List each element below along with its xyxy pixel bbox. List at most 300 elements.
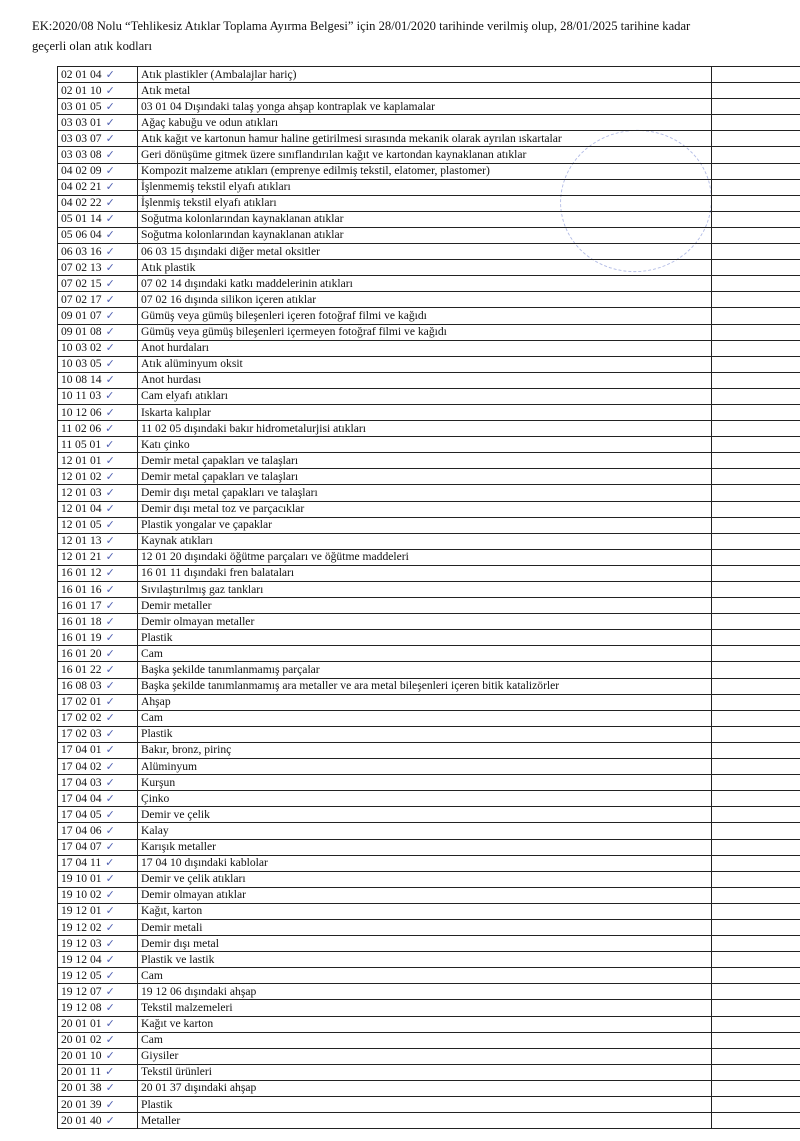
waste-description-cell: Bakır, bronz, pirinç — [138, 742, 712, 758]
waste-code-cell — [58, 646, 138, 662]
check-mark-icon: ✓ — [105, 664, 115, 677]
waste-description-cell: Demir ve çelik — [138, 807, 712, 823]
check-mark-icon: ✓ — [105, 857, 115, 870]
waste-description-cell: 12 01 20 dışındaki öğütme parçaları ve öğütme maddeleri — [138, 549, 712, 565]
waste-code-cell — [58, 871, 138, 887]
waste-code: 12 01 02 — [61, 469, 102, 483]
check-mark-icon: ✓ — [105, 245, 115, 258]
waste-code: 19 12 02 — [61, 920, 102, 934]
waste-code-cell — [58, 340, 138, 356]
table-row — [58, 163, 800, 179]
waste-code: 19 12 01 — [61, 904, 102, 918]
waste-code: 04 02 22 — [61, 196, 102, 210]
check-mark-icon: ✓ — [105, 680, 115, 693]
waste-code-cell — [58, 984, 138, 1000]
empty-cell — [712, 678, 800, 694]
check-mark-icon: ✓ — [105, 696, 115, 709]
check-mark-icon: ✓ — [105, 422, 115, 435]
check-mark-icon: ✓ — [105, 486, 115, 499]
waste-code-cell — [58, 775, 138, 791]
waste-description-cell: Tekstil malzemeleri — [138, 1000, 712, 1016]
waste-code: 10 03 02 — [61, 341, 102, 355]
empty-cell — [712, 662, 800, 678]
waste-description-cell: Soğutma kolonlarından kaynaklanan atıklar — [138, 211, 712, 227]
waste-code-cell — [58, 131, 138, 147]
waste-code-cell — [58, 356, 138, 372]
waste-code: 17 04 07 — [61, 840, 102, 854]
empty-cell — [712, 260, 800, 276]
waste-code: 05 01 14 — [61, 212, 102, 226]
waste-description-cell: Anot hurdası — [138, 372, 712, 388]
empty-cell — [712, 179, 800, 195]
empty-cell — [712, 919, 800, 935]
check-mark-icon: ✓ — [105, 68, 115, 81]
waste-description-cell: Tekstil ürünleri — [138, 1064, 712, 1080]
waste-code: 17 02 02 — [61, 711, 102, 725]
waste-code-cell — [58, 179, 138, 195]
empty-cell — [712, 437, 800, 453]
waste-code-cell — [58, 372, 138, 388]
waste-code: 17 04 04 — [61, 791, 102, 805]
waste-description-cell: 07 02 14 dışındaki katkı maddelerinin atıkları — [138, 276, 712, 292]
check-mark-icon: ✓ — [105, 873, 115, 886]
waste-code: 20 01 11 — [61, 1065, 102, 1079]
check-mark-icon: ✓ — [105, 149, 115, 162]
table-row — [58, 1080, 800, 1096]
waste-code: 16 01 22 — [61, 663, 102, 677]
waste-code-cell — [58, 83, 138, 99]
waste-code: 19 12 03 — [61, 936, 102, 950]
table-row — [58, 67, 800, 83]
waste-code-cell — [58, 533, 138, 549]
waste-description-cell: Demir dışı metal toz ve parçacıklar — [138, 501, 712, 517]
waste-code-cell — [58, 839, 138, 855]
empty-cell — [712, 807, 800, 823]
waste-description-cell: Demir ve çelik atıkları — [138, 871, 712, 887]
waste-code: 10 08 14 — [61, 373, 102, 387]
waste-code-cell — [58, 99, 138, 115]
waste-code-cell — [58, 726, 138, 742]
table-row — [58, 211, 800, 227]
check-mark-icon: ✓ — [105, 583, 115, 596]
empty-cell — [712, 968, 800, 984]
check-mark-icon: ✓ — [105, 213, 115, 226]
empty-cell — [712, 372, 800, 388]
table-row — [58, 260, 800, 276]
table-row — [58, 694, 800, 710]
waste-description-cell: Plastik yongalar ve çapaklar — [138, 517, 712, 533]
check-mark-icon: ✓ — [105, 470, 115, 483]
waste-description-cell: Gümüş veya gümüş bileşenleri içeren fotoğraf filmi ve kağıdı — [138, 308, 712, 324]
table-row — [58, 807, 800, 823]
table-row — [58, 115, 800, 131]
waste-code-cell — [58, 582, 138, 598]
waste-code: 02 01 04 — [61, 67, 102, 81]
waste-code-cell — [58, 742, 138, 758]
waste-code-cell — [58, 292, 138, 308]
waste-code-cell — [58, 421, 138, 437]
waste-description-cell: Başka şekilde tanımlanmamış parçalar — [138, 662, 712, 678]
waste-description-cell: Alüminyum — [138, 759, 712, 775]
waste-description-cell: 07 02 16 dışında silikon içeren atıklar — [138, 292, 712, 308]
check-mark-icon: ✓ — [105, 503, 115, 516]
check-mark-icon: ✓ — [105, 1050, 115, 1063]
table-row — [58, 340, 800, 356]
waste-code: 10 03 05 — [61, 357, 102, 371]
table-row — [58, 565, 800, 581]
check-mark-icon: ✓ — [105, 567, 115, 580]
waste-code: 16 01 16 — [61, 582, 102, 596]
empty-cell — [712, 646, 800, 662]
empty-cell — [712, 984, 800, 1000]
check-mark-icon: ✓ — [105, 326, 115, 339]
table-row — [58, 646, 800, 662]
waste-description-cell: 06 03 15 dışındaki diğer metal oksitler — [138, 244, 712, 260]
waste-description-cell: İşlenmiş tekstil elyafı atıkları — [138, 195, 712, 211]
check-mark-icon: ✓ — [105, 647, 115, 660]
check-mark-icon: ✓ — [105, 792, 115, 805]
waste-description-cell: Atık plastikler (Ambalajlar hariç) — [138, 67, 712, 83]
check-mark-icon: ✓ — [105, 390, 115, 403]
waste-code-cell — [58, 1048, 138, 1064]
check-mark-icon: ✓ — [105, 438, 115, 451]
waste-code-cell — [58, 453, 138, 469]
table-row — [58, 614, 800, 630]
empty-cell — [712, 517, 800, 533]
waste-code: 05 06 04 — [61, 228, 102, 242]
empty-cell — [712, 855, 800, 871]
waste-description-cell: 16 01 11 dışındaki fren balataları — [138, 565, 712, 581]
empty-cell — [712, 726, 800, 742]
waste-code: 19 12 04 — [61, 952, 102, 966]
empty-cell — [712, 1064, 800, 1080]
waste-description-cell: Ahşap — [138, 694, 712, 710]
empty-cell — [712, 404, 800, 420]
waste-code: 20 01 38 — [61, 1081, 102, 1095]
waste-code-cell — [58, 163, 138, 179]
waste-description-cell: Atık plastik — [138, 260, 712, 276]
waste-description-cell: Sıvılaştırılmış gaz tankları — [138, 582, 712, 598]
waste-code: 16 01 12 — [61, 566, 102, 580]
waste-code: 02 01 10 — [61, 83, 102, 97]
document-header — [32, 16, 772, 56]
table-row — [58, 421, 800, 437]
waste-description-cell: Cam — [138, 710, 712, 726]
check-mark-icon: ✓ — [105, 1082, 115, 1095]
waste-description-cell: Atık kağıt ve kartonun hamur haline getirilmesi sırasında mekanik olarak ayrılan ıskartalar — [138, 131, 712, 147]
waste-code: 17 04 01 — [61, 743, 102, 757]
waste-code-cell — [58, 887, 138, 903]
check-mark-icon: ✓ — [105, 358, 115, 371]
empty-cell — [712, 759, 800, 775]
waste-code-cell — [58, 195, 138, 211]
table-row — [58, 1097, 800, 1113]
waste-description-cell: Geri dönüşüme gitmek üzere sınıflandırılan kağıt ve kartondan kaynaklanan atıklar — [138, 147, 712, 163]
waste-code: 19 12 05 — [61, 968, 102, 982]
check-mark-icon: ✓ — [105, 953, 115, 966]
table-row — [58, 227, 800, 243]
waste-description-cell: Kağıt, karton — [138, 903, 712, 919]
waste-code: 04 02 21 — [61, 180, 102, 194]
waste-description-cell: Demir dışı metal — [138, 936, 712, 952]
waste-code: 17 04 11 — [61, 856, 102, 870]
header-line-1: EK:2020/08 Nolu “Tehlikesiz Atıklar Toplama Ayırma Belgesi” için 28/01/2020 tarihinde verilmiş olup, 28/01/2025 tarihine kadar — [32, 19, 691, 33]
empty-cell — [712, 388, 800, 404]
table-row — [58, 549, 800, 565]
table-row — [58, 742, 800, 758]
header-line-2: geçerli olan atık kodları — [32, 39, 152, 53]
table-row — [58, 276, 800, 292]
check-mark-icon: ✓ — [105, 889, 115, 902]
check-mark-icon: ✓ — [105, 969, 115, 982]
waste-description-cell: Kompozit malzeme atıkları (emprenye edilmiş tekstil, elatomer, plastomer) — [138, 163, 712, 179]
waste-code-cell — [58, 936, 138, 952]
waste-code: 20 01 10 — [61, 1049, 102, 1063]
empty-cell — [712, 292, 800, 308]
empty-cell — [712, 485, 800, 501]
table-row — [58, 952, 800, 968]
check-mark-icon: ✓ — [105, 293, 115, 306]
waste-code-cell — [58, 404, 138, 420]
waste-code: 07 02 13 — [61, 260, 102, 274]
waste-code-cell — [58, 501, 138, 517]
waste-code-cell — [58, 1064, 138, 1080]
check-mark-icon: ✓ — [105, 519, 115, 532]
check-mark-icon: ✓ — [105, 744, 115, 757]
table-row — [58, 662, 800, 678]
table-row — [58, 404, 800, 420]
table-row — [58, 791, 800, 807]
empty-cell — [712, 163, 800, 179]
waste-description-cell: Cam elyafı atıkları — [138, 388, 712, 404]
check-mark-icon: ✓ — [105, 132, 115, 145]
waste-code-cell — [58, 678, 138, 694]
check-mark-icon: ✓ — [105, 921, 115, 934]
waste-code-cell — [58, 517, 138, 533]
waste-code-cell — [58, 388, 138, 404]
empty-cell — [712, 1032, 800, 1048]
waste-description-cell: Plastik — [138, 726, 712, 742]
waste-description-cell: Cam — [138, 968, 712, 984]
waste-code-cell — [58, 598, 138, 614]
empty-cell — [712, 839, 800, 855]
waste-code: 20 01 02 — [61, 1033, 102, 1047]
empty-cell — [712, 211, 800, 227]
check-mark-icon: ✓ — [105, 905, 115, 918]
check-mark-icon: ✓ — [105, 277, 115, 290]
waste-code-cell — [58, 855, 138, 871]
waste-description-cell: Demir olmayan atıklar — [138, 887, 712, 903]
check-mark-icon: ✓ — [105, 599, 115, 612]
table-row — [58, 936, 800, 952]
table-row — [58, 823, 800, 839]
table-row — [58, 356, 800, 372]
waste-code: 04 02 09 — [61, 164, 102, 178]
waste-code: 09 01 07 — [61, 308, 102, 322]
table-row — [58, 1113, 800, 1129]
waste-description-cell: Cam — [138, 646, 712, 662]
waste-code-cell — [58, 437, 138, 453]
table-row — [58, 1064, 800, 1080]
empty-cell — [712, 453, 800, 469]
waste-code: 20 01 39 — [61, 1097, 102, 1111]
waste-code-cell — [58, 549, 138, 565]
check-mark-icon: ✓ — [105, 261, 115, 274]
waste-description-cell: Demir metal çapakları ve talaşları — [138, 469, 712, 485]
waste-code-cell — [58, 1032, 138, 1048]
waste-code: 17 04 05 — [61, 807, 102, 821]
waste-description-cell: Iskarta kalıplar — [138, 404, 712, 420]
waste-code-cell — [58, 244, 138, 260]
check-mark-icon: ✓ — [105, 985, 115, 998]
table-row — [58, 887, 800, 903]
table-row — [58, 726, 800, 742]
empty-cell — [712, 791, 800, 807]
table-row — [58, 678, 800, 694]
waste-code: 12 01 13 — [61, 534, 102, 548]
check-mark-icon: ✓ — [105, 406, 115, 419]
check-mark-icon: ✓ — [105, 1114, 115, 1127]
waste-description-cell: Demir metal çapakları ve talaşları — [138, 453, 712, 469]
waste-description-cell: Başka şekilde tanımlanmamış ara metaller ve ara metal bileşenleri içeren bitik katalizörler — [138, 678, 712, 694]
check-mark-icon: ✓ — [105, 181, 115, 194]
empty-cell — [712, 501, 800, 517]
waste-description-cell: Atık alüminyum oksit — [138, 356, 712, 372]
empty-cell — [712, 710, 800, 726]
waste-description-cell: Kurşun — [138, 775, 712, 791]
waste-description-cell: Ağaç kabuğu ve odun atıkları — [138, 115, 712, 131]
table-row — [58, 598, 800, 614]
waste-code-cell — [58, 1113, 138, 1129]
check-mark-icon: ✓ — [105, 841, 115, 854]
check-mark-icon: ✓ — [105, 615, 115, 628]
table-row — [58, 984, 800, 1000]
waste-code-cell — [58, 469, 138, 485]
table-row — [58, 324, 800, 340]
waste-code: 09 01 08 — [61, 325, 102, 339]
waste-description-cell: 11 02 05 dışındaki bakır hidrometalurjisi atıkları — [138, 421, 712, 437]
waste-code: 17 02 03 — [61, 727, 102, 741]
waste-code-table — [57, 66, 800, 1129]
table-row — [58, 244, 800, 260]
waste-code: 07 02 17 — [61, 292, 102, 306]
waste-code: 17 04 03 — [61, 775, 102, 789]
waste-code: 20 01 01 — [61, 1017, 102, 1031]
waste-code-cell — [58, 227, 138, 243]
waste-code-cell — [58, 823, 138, 839]
empty-cell — [712, 99, 800, 115]
empty-cell — [712, 244, 800, 260]
waste-description-cell: 19 12 06 dışındaki ahşap — [138, 984, 712, 1000]
table-row — [58, 99, 800, 115]
check-mark-icon: ✓ — [105, 165, 115, 178]
table-row — [58, 1000, 800, 1016]
check-mark-icon: ✓ — [105, 1018, 115, 1031]
table-row — [58, 710, 800, 726]
table-row — [58, 1048, 800, 1064]
table-row — [58, 485, 800, 501]
waste-code-cell — [58, 1097, 138, 1113]
check-mark-icon: ✓ — [105, 1001, 115, 1014]
waste-code-cell — [58, 630, 138, 646]
waste-description-cell: Giysiler — [138, 1048, 712, 1064]
waste-description-cell: Demir metali — [138, 919, 712, 935]
table-row — [58, 292, 800, 308]
empty-cell — [712, 421, 800, 437]
table-row — [58, 517, 800, 533]
table-row — [58, 630, 800, 646]
waste-code-cell — [58, 903, 138, 919]
check-mark-icon: ✓ — [105, 374, 115, 387]
waste-description-cell: Cam — [138, 1032, 712, 1048]
check-mark-icon: ✓ — [105, 824, 115, 837]
empty-cell — [712, 598, 800, 614]
table-row — [58, 968, 800, 984]
check-mark-icon: ✓ — [105, 309, 115, 322]
check-mark-icon: ✓ — [105, 728, 115, 741]
waste-code: 03 01 05 — [61, 99, 102, 113]
waste-code: 12 01 05 — [61, 518, 102, 532]
empty-cell — [712, 324, 800, 340]
empty-cell — [712, 1048, 800, 1064]
empty-cell — [712, 67, 800, 83]
empty-cell — [712, 469, 800, 485]
waste-code: 07 02 15 — [61, 276, 102, 290]
waste-description-cell: Gümüş veya gümüş bileşenleri içermeyen fotoğraf filmi ve kağıdı — [138, 324, 712, 340]
table-row — [58, 839, 800, 855]
waste-code-table-body — [58, 67, 800, 1129]
waste-description-cell: Anot hurdaları — [138, 340, 712, 356]
waste-code: 19 10 02 — [61, 888, 102, 902]
table-row — [58, 195, 800, 211]
waste-code-cell — [58, 1016, 138, 1032]
table-row — [58, 388, 800, 404]
empty-cell — [712, 308, 800, 324]
waste-code: 03 03 08 — [61, 148, 102, 162]
waste-description-cell: Çinko — [138, 791, 712, 807]
waste-code-cell — [58, 324, 138, 340]
empty-cell — [712, 549, 800, 565]
waste-code-cell — [58, 807, 138, 823]
check-mark-icon: ✓ — [105, 229, 115, 242]
empty-cell — [712, 227, 800, 243]
waste-code: 10 11 03 — [61, 389, 102, 403]
empty-cell — [712, 775, 800, 791]
waste-code: 12 01 03 — [61, 485, 102, 499]
empty-cell — [712, 1097, 800, 1113]
empty-cell — [712, 582, 800, 598]
waste-code-cell — [58, 791, 138, 807]
empty-cell — [712, 1000, 800, 1016]
table-row — [58, 179, 800, 195]
waste-code-cell — [58, 968, 138, 984]
empty-cell — [712, 742, 800, 758]
waste-code: 20 01 40 — [61, 1113, 102, 1127]
check-mark-icon: ✓ — [105, 760, 115, 773]
waste-code-cell — [58, 759, 138, 775]
check-mark-icon: ✓ — [105, 551, 115, 564]
empty-cell — [712, 115, 800, 131]
waste-description-cell: Metaller — [138, 1113, 712, 1129]
waste-description-cell: Plastik — [138, 1097, 712, 1113]
empty-cell — [712, 823, 800, 839]
waste-description-cell: 03 01 04 Dışındaki talaş yonga ahşap kontraplak ve kaplamalar — [138, 99, 712, 115]
waste-code: 11 02 06 — [61, 421, 102, 435]
waste-code-cell — [58, 67, 138, 83]
check-mark-icon: ✓ — [105, 342, 115, 355]
empty-cell — [712, 356, 800, 372]
table-row — [58, 83, 800, 99]
